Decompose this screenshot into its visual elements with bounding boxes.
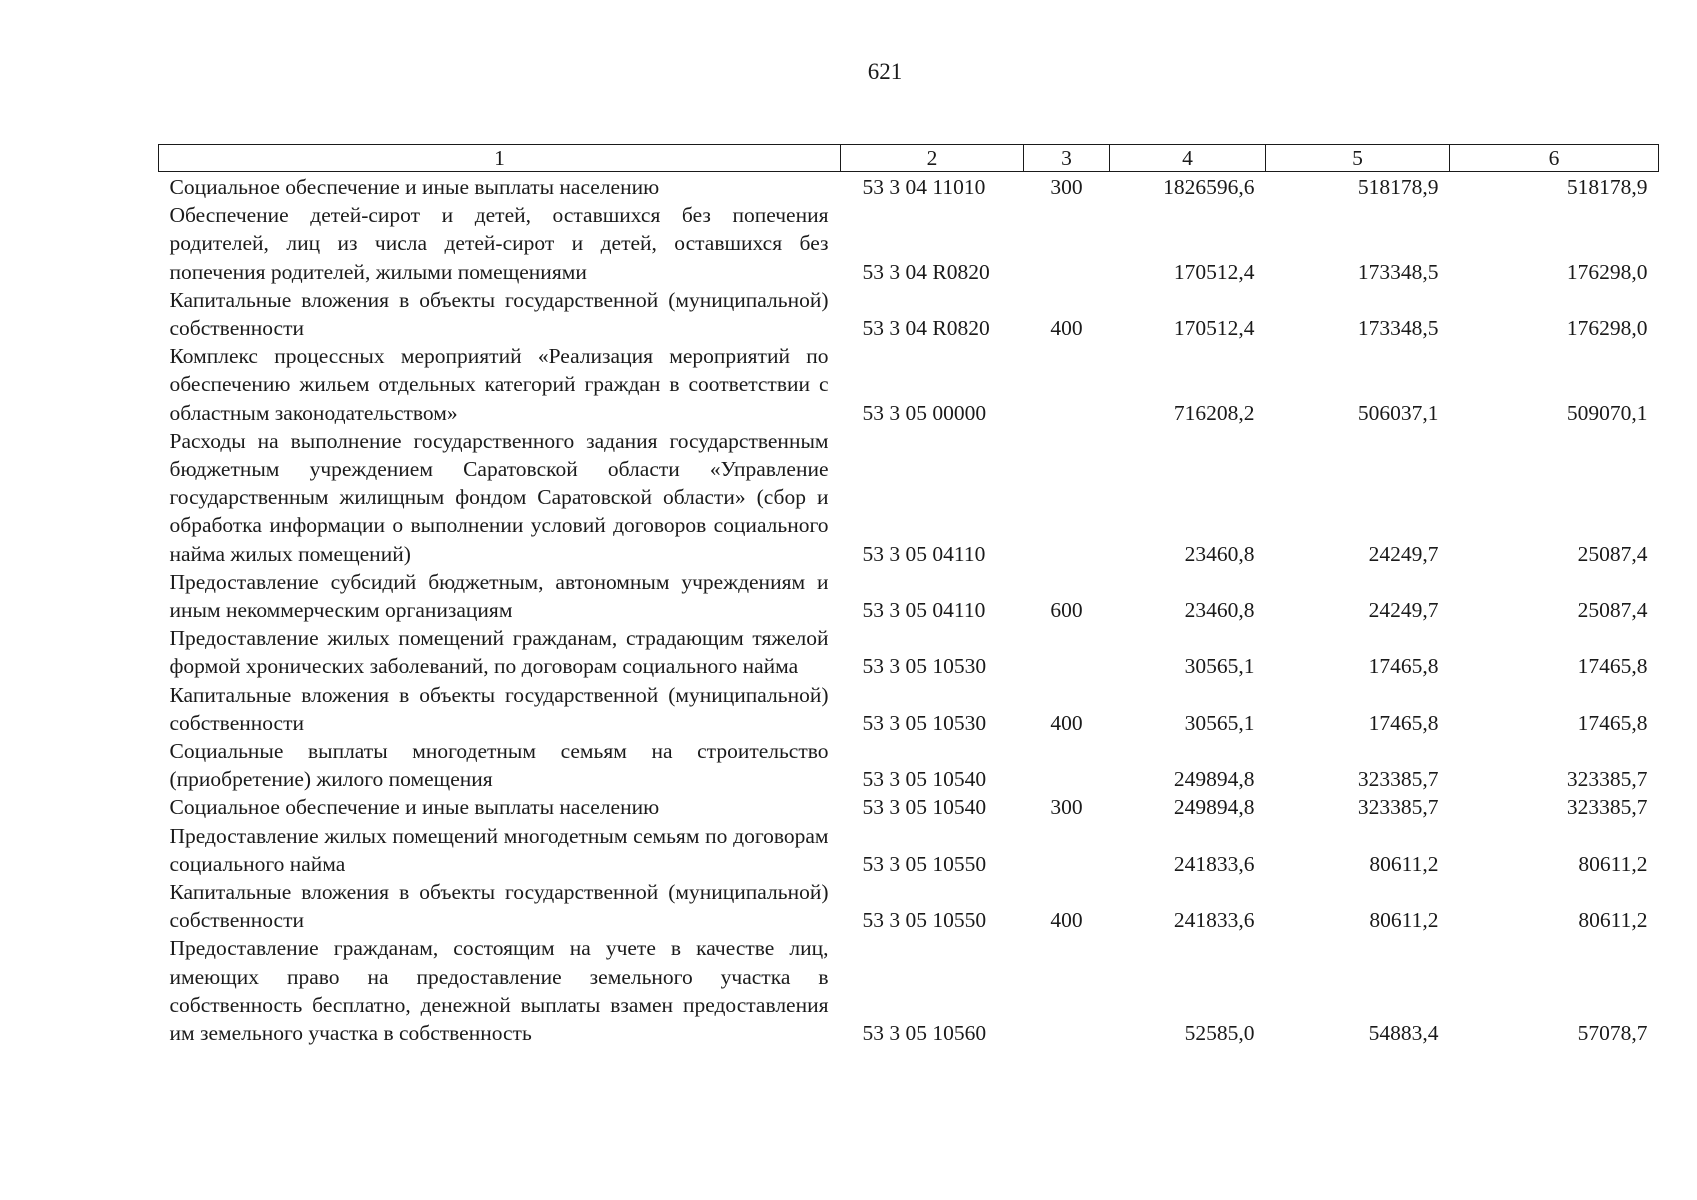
row-name: Социальные выплаты многодетным семьям на строительство (приобретение) жилого помещения	[169, 739, 829, 792]
row-amount-2: 17465,8	[1368, 710, 1439, 735]
row-amount-3: 323385,7	[1566, 767, 1648, 792]
row-expense-type	[1024, 342, 1110, 427]
row-name: Предоставление жилых помещений гражданам, страдающим тяжелой формой хронических заболеваний, по договорам социального найма	[169, 626, 829, 679]
row-code: 53 3 05 10550	[862, 908, 987, 933]
row-amount-2: 24249,7	[1368, 598, 1439, 623]
row-amount-1: 249894,8	[1173, 767, 1255, 792]
header-col-2: 2	[841, 145, 1024, 172]
row-name: Капитальные вложения в объекты государственной (муниципальной) собственности	[169, 287, 829, 341]
header-col-4: 4	[1110, 145, 1266, 172]
row-amount-1: 30565,1	[1184, 654, 1255, 679]
table-row	[159, 681, 1659, 737]
row-code: 53 3 05 10540	[862, 795, 987, 820]
row-amount-3: 17465,8	[1577, 710, 1648, 735]
row-amount-2: 323385,7	[1357, 767, 1439, 792]
row-expense-type: 600	[1050, 598, 1083, 623]
row-amount-1: 23460,8	[1184, 598, 1255, 623]
row-expense-type: 300	[1050, 175, 1083, 199]
header-col-6: 6	[1450, 145, 1659, 172]
row-name: Предоставление жилых помещений многодетным семьям по договорам социального найма	[169, 823, 829, 876]
row-code: 53 3 05 10530	[862, 654, 987, 679]
table-row	[159, 878, 1659, 934]
row-expense-type	[1024, 201, 1110, 286]
row-name: Предоставление субсидий бюджетным, автономным учреждениям и иным некоммерческим организациям	[169, 569, 829, 623]
row-amount-2: 518178,9	[1357, 175, 1439, 199]
row-name: Обеспечение детей-сирот и детей, оставшихся без попечения родителей, лиц из числа детей-сирот и детей, оставшихся без попечения родителей, жилыми помещениями	[169, 203, 829, 284]
row-expense-type	[1024, 427, 1110, 568]
table-row	[159, 624, 1659, 680]
table-header	[159, 145, 1659, 172]
row-expense-type	[1024, 737, 1110, 793]
row-amount-2: 173348,5	[1357, 316, 1439, 341]
table-row	[159, 934, 1659, 1047]
row-amount-3: 518178,9	[1566, 175, 1648, 199]
row-expense-type: 300	[1050, 795, 1083, 820]
table-row	[159, 172, 1659, 202]
row-amount-3: 80611,2	[1578, 908, 1648, 933]
row-amount-2: 17465,8	[1368, 654, 1439, 679]
row-amount-2: 24249,7	[1368, 541, 1439, 566]
row-expense-type: 400	[1050, 316, 1083, 341]
row-amount-3: 57078,7	[1577, 1021, 1648, 1046]
row-amount-3: 25087,4	[1577, 541, 1648, 566]
row-code: 53 3 05 04110	[862, 598, 986, 623]
row-name: Социальное обеспечение и иные выплаты населению	[169, 175, 660, 199]
row-amount-1: 716208,2	[1173, 400, 1255, 425]
row-expense-type	[1024, 624, 1110, 680]
row-name: Предоставление гражданам, состоящим на учете в качестве лиц, имеющих право на предоставление земельного участка в собственность бесплатно, денежной выплаты взамен предоставления им земельного участка в собственность	[169, 936, 829, 1046]
row-name: Капитальные вложения в объекты государственной (муниципальной) собственности	[169, 682, 829, 735]
row-code: 53 3 05 04110	[862, 541, 986, 566]
row-amount-2: 54883,4	[1368, 1021, 1439, 1046]
row-code: 53 3 05 10560	[862, 1021, 987, 1046]
row-amount-1: 23460,8	[1184, 541, 1255, 566]
row-code: 53 3 05 10530	[862, 710, 987, 735]
row-amount-3: 176298,0	[1566, 259, 1648, 284]
budget-table	[158, 144, 1659, 1047]
row-amount-3: 25087,4	[1577, 598, 1648, 623]
row-amount-3: 323385,7	[1566, 795, 1648, 820]
row-amount-2: 323385,7	[1357, 795, 1439, 820]
table-row	[159, 822, 1659, 878]
table-row	[159, 793, 1659, 821]
row-amount-1: 170512,4	[1173, 259, 1255, 284]
row-amount-2: 80611,2	[1369, 851, 1439, 876]
row-amount-2: 173348,5	[1357, 259, 1439, 284]
row-name: Расходы на выполнение государственного задания государственным бюджетным учреждением Саратовской области «Управление государственным жилищным фондом Саратовской области» (сбор и обработка информации о выполнении условий договоров социального найма жилых помещений)	[169, 428, 829, 566]
row-expense-type: 400	[1050, 710, 1083, 735]
row-amount-3: 509070,1	[1566, 400, 1648, 425]
row-code: 53 3 05 10550	[862, 851, 987, 876]
row-amount-1: 241833,6	[1173, 908, 1255, 933]
row-code: 53 3 04 R0820	[862, 316, 990, 341]
row-expense-type	[1024, 822, 1110, 878]
row-code: 53 3 05 00000	[862, 400, 987, 425]
row-amount-1: 241833,6	[1173, 851, 1255, 876]
row-name: Социальное обеспечение и иные выплаты населению	[169, 795, 660, 820]
row-amount-2: 506037,1	[1357, 400, 1439, 425]
row-amount-1: 52585,0	[1184, 1021, 1255, 1046]
header-col-5: 5	[1266, 145, 1450, 172]
table-row	[159, 286, 1659, 342]
table-row	[159, 427, 1659, 568]
row-amount-3: 80611,2	[1578, 851, 1648, 876]
table-row	[159, 737, 1659, 793]
row-name: Комплекс процессных мероприятий «Реализация мероприятий по обеспечению жильем отдельных категорий граждан в соответствии с областным законодательством»	[169, 344, 829, 425]
row-amount-3: 17465,8	[1577, 654, 1648, 679]
header-row	[159, 145, 1659, 172]
row-name: Капитальные вложения в объекты государственной (муниципальной) собственности	[169, 880, 829, 933]
row-amount-2: 80611,2	[1369, 908, 1439, 933]
row-code: 53 3 04 R0820	[862, 259, 990, 284]
row-amount-1: 249894,8	[1173, 795, 1255, 820]
row-expense-type	[1024, 934, 1110, 1047]
row-amount-1: 1826596,6	[1163, 175, 1255, 199]
page-number: 621	[867, 59, 903, 84]
header-col-1: 1	[159, 145, 841, 172]
table-row	[159, 568, 1659, 624]
row-amount-1: 30565,1	[1184, 710, 1255, 735]
table-row	[159, 201, 1659, 286]
header-col-3: 3	[1024, 145, 1110, 172]
row-code: 53 3 05 10540	[862, 767, 987, 792]
table-body	[159, 172, 1659, 1048]
table-row	[159, 342, 1659, 427]
row-amount-1: 170512,4	[1173, 316, 1255, 341]
row-expense-type: 400	[1050, 908, 1083, 933]
row-code: 53 3 04 11010	[862, 175, 986, 199]
row-amount-3: 176298,0	[1566, 316, 1648, 341]
